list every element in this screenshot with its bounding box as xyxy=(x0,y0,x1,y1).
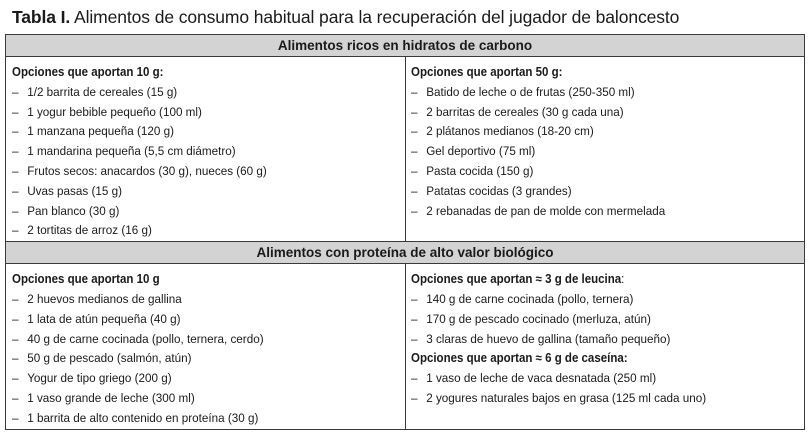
section-header-protein: Alimentos con proteína de alto valor biológico xyxy=(6,242,805,264)
list-item: – Yogur de tipo griego (200 g) xyxy=(12,371,172,386)
list-item: – 2 barritas de cereales (30 g cada una) xyxy=(410,104,624,119)
protein-10g-heading: Opciones que aportan 10 g xyxy=(12,272,160,287)
list-item: – 1 mandarina pequeña (5,5 cm diámetro) xyxy=(12,144,236,159)
food-table xyxy=(5,34,805,430)
carbs-50g-cell xyxy=(405,57,805,242)
list-item: – Uvas pasas (15 g) xyxy=(12,183,123,198)
list-item: – 2 yogures naturales bajos en grasa (125 ml cada uno) xyxy=(410,390,706,405)
protein-leucine-heading: Opciones que aportan ≈ 3 g de leucina: xyxy=(410,272,624,287)
list-item: – 2 rebanadas de pan de molde con mermelada xyxy=(410,203,665,218)
list-item: – 1 lata de atún pequeña (40 g) xyxy=(12,311,181,326)
list-item: – 1 vaso grande de leche (300 ml) xyxy=(12,390,195,405)
carbs-10g-heading: Opciones que aportan 10 g: xyxy=(12,65,164,79)
list-item: – 1 barrita de alto contenido en proteína (30 g) xyxy=(12,410,259,425)
section-header-carbs: Alimentos ricos en hidratos de carbono xyxy=(6,35,805,57)
list-item: – Pasta cocida (150 g) xyxy=(410,163,533,178)
list-item: – Gel deportivo (75 ml) xyxy=(410,144,535,159)
list-item: – 140 g de carne cocinada (pollo, ternera) xyxy=(410,291,633,306)
list-item: – 3 claras de huevo de gallina (tamaño pequeño) xyxy=(410,331,670,346)
list-item: – 1 yogur bebible pequeño (100 ml) xyxy=(12,104,202,119)
list-item: – 2 plátanos medianos (18-20 cm) xyxy=(410,124,594,139)
list-item: – 1 manzana pequeña (120 g) xyxy=(12,124,174,139)
protein-leucine-casein-cell xyxy=(405,264,805,430)
list-item: – 1/2 barrita de cereales (15 g) xyxy=(12,84,178,99)
table-caption xyxy=(12,4,679,30)
list-item: – Frutos secos: anacardos (30 g), nueces (60 g) xyxy=(12,163,267,178)
list-item: – 170 g de pescado cocinado (merluza, atún) xyxy=(410,311,651,326)
list-item: – Pan blanco (30 g) xyxy=(12,203,120,218)
carbs-10g-cell xyxy=(6,57,406,242)
carbs-50g-heading: Opciones que aportan 50 g: xyxy=(410,65,562,79)
list-item: – 40 g de carne cocinada (pollo, ternera, cerdo) xyxy=(12,331,264,346)
protein-10g-cell xyxy=(6,264,406,430)
protein-casein-heading: Opciones que aportan ≈ 6 g de caseína: xyxy=(410,351,628,366)
caption-label: Tabla I. xyxy=(12,7,71,27)
list-item: – 50 g de pescado (salmón, atún) xyxy=(12,351,192,366)
list-item: – 2 tortitas de arroz (16 g) xyxy=(12,223,152,238)
list-item: – 2 huevos medianos de gallina xyxy=(12,291,182,306)
list-item: – Patatas cocidas (3 grandes) xyxy=(410,183,572,198)
list-item: – 1 vaso de leche de vaca desnatada (250 ml) xyxy=(410,371,656,386)
list-item: – Batido de leche o de frutas (250-350 ml) xyxy=(410,84,635,99)
caption-title: Alimentos de consumo habitual para la recuperación del jugador de baloncesto xyxy=(74,7,680,27)
